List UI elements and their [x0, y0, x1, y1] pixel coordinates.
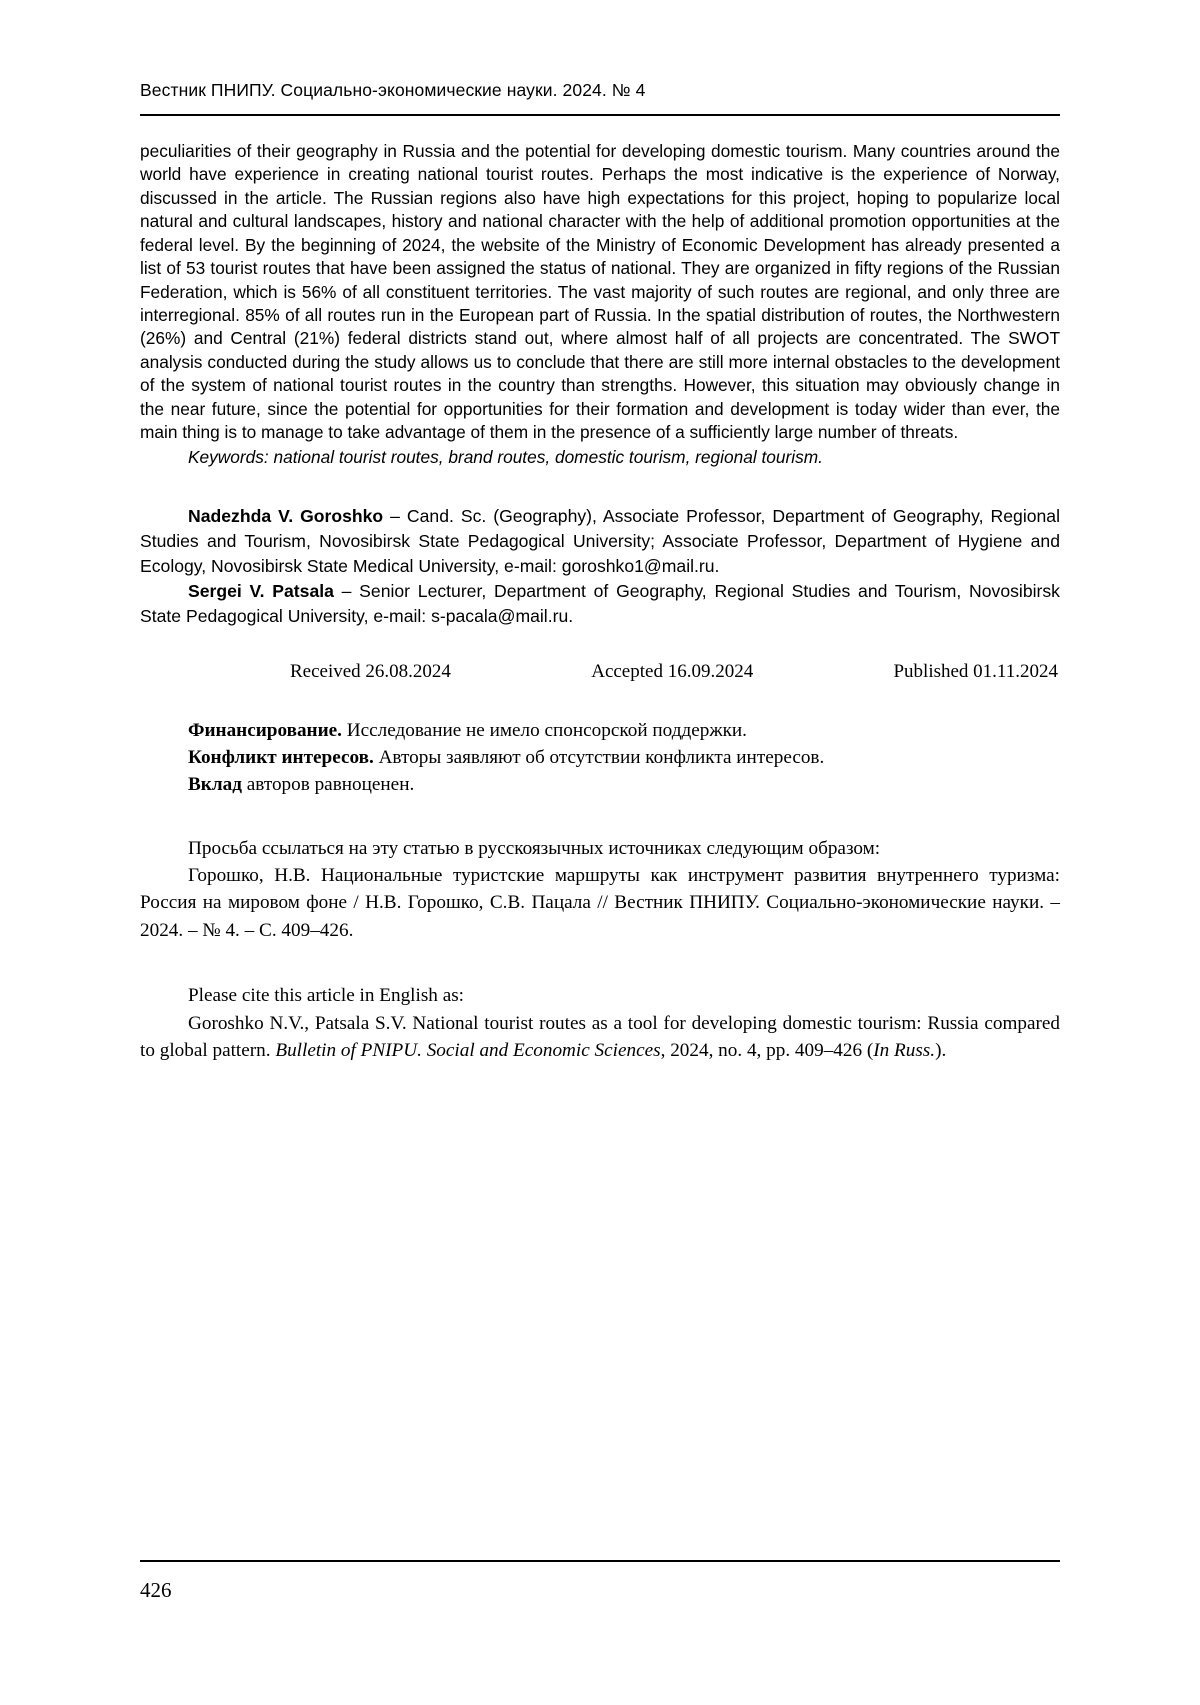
note-text: Исследование не имело спонсорской поддержки. [341, 719, 747, 741]
note-contribution [140, 771, 1060, 798]
note-funding [140, 717, 1060, 744]
date-accepted: Accepted 16.09.2024 [591, 660, 754, 682]
footer-rule [140, 1560, 1060, 1562]
citation-en-part2: , 2024, no. 4, pp. 409–426 ( [660, 1040, 874, 1062]
date-received: Received 26.08.2024 [290, 660, 451, 682]
citation-en-journal: Bulletin of PNIPU. Social and Economic Sciences [275, 1040, 661, 1062]
notes-block [140, 717, 1060, 799]
abstract-body: peculiarities of their geography in Russia and the potential for developing domestic tourism. Many countries around the world have experience in creating national tourist routes. Perhaps the most indicative is the experience of Norway, discussed in the article. The Russian regions also have high expectations for this project, hoping to popularize local natural and cultural landscapes, history and national character with the help of additional promotion opportunities at the federal level. By the beginning of 2024, the website of the Ministry of Economic Development has already presented a list of 53 tourist routes that have been assigned the status of national. They are organized in fifty regions of the Russian Federation, which is 56% of all constituent territories. The vast majority of such routes are regional, and only three are interregional. 85% of all routes run in the European part of Russia. In the spatial distribution of routes, the Northwestern (26%) and Central (21%) federal districts stand out, where almost half of all projects are concentrated. The SWOT analysis conducted during the study allows us to conclude that there are still more internal obstacles to the development of the system of national tourist routes in the country than strengths. However, this situation may obviously change in the near future, since the potential for opportunities for their formation and development is today wider than ever, the main thing is to manage to take advantage of them in the presence of a sufficiently large number of threats. [140, 141, 1060, 443]
citation-en-part3: ). [935, 1040, 947, 1062]
authors-block [140, 504, 1060, 629]
citation-english [140, 982, 1060, 1064]
author-affiliation: – Senior Lecturer, Department of Geography, Regional Studies and Tourism, Novosibirsk State Pedagogical University, e-mail: s-pacala@mail.ru. [140, 580, 1060, 626]
keywords-label: Keywords: [188, 447, 269, 468]
citation-russian [140, 835, 1060, 945]
date-published: Published 01.11.2024 [893, 660, 1058, 682]
note-label: Вклад [188, 774, 242, 796]
author-affiliation: – Cand. Sc. (Geography), Associate Professor, Department of Geography, Regional Studies and Tourism, Novosibirsk State Pedagogical University; Associate Professor, Department of Hygiene and Ecology, Novosibirsk State Medical University, e-mail: goroshko1@mail.ru. [140, 505, 1060, 576]
author-name: Nadezhda V. Goroshko [188, 505, 384, 526]
citation-en-inruss: In Russ. [873, 1040, 936, 1062]
note-text: авторов равноценен. [241, 774, 415, 796]
author-entry [140, 579, 1060, 629]
note-label: Конфликт интересов. [188, 747, 374, 769]
note-text: Авторы заявляют об отсутствии конфликта интересов. [373, 747, 825, 769]
page-content [140, 0, 1060, 1065]
citation-ru-intro: Просьба ссылаться на эту статью в русскоязычных источниках следующим образом: [188, 837, 881, 859]
author-name: Sergei V. Patsala [188, 580, 334, 601]
citation-en-intro: Please cite this article in English as: [188, 985, 465, 1007]
note-conflict [140, 744, 1060, 771]
page-number: 426 [140, 1578, 172, 1602]
author-entry [140, 504, 1060, 579]
note-label: Финансирование. [188, 719, 342, 741]
header-rule [140, 114, 1060, 116]
publication-dates [140, 661, 1060, 683]
citation-en-part1: Goroshko N.V., Patsala S.V. National tourist routes as a tool for developing domestic tourism: Russia compared to global pattern. [140, 1012, 1060, 1062]
keywords-value: national tourist routes, brand routes, domestic tourism, regional tourism. [273, 447, 823, 468]
citation-ru-text: Горошко, Н.В. Национальные туристские маршруты как инструмент развития внутреннего туризма: Россия на мировом фоне / Н.В. Горошко, С.В. Пацала // Вестник ПНИПУ. Социально-экономические науки. – 2024. – № 4. – С. 409–426. [140, 865, 1060, 941]
running-head: Вестник ПНИПУ. Социально-экономические науки. 2024. № 4 [140, 80, 646, 100]
citation-en-text [140, 1010, 1060, 1065]
keywords-line [140, 446, 1060, 469]
